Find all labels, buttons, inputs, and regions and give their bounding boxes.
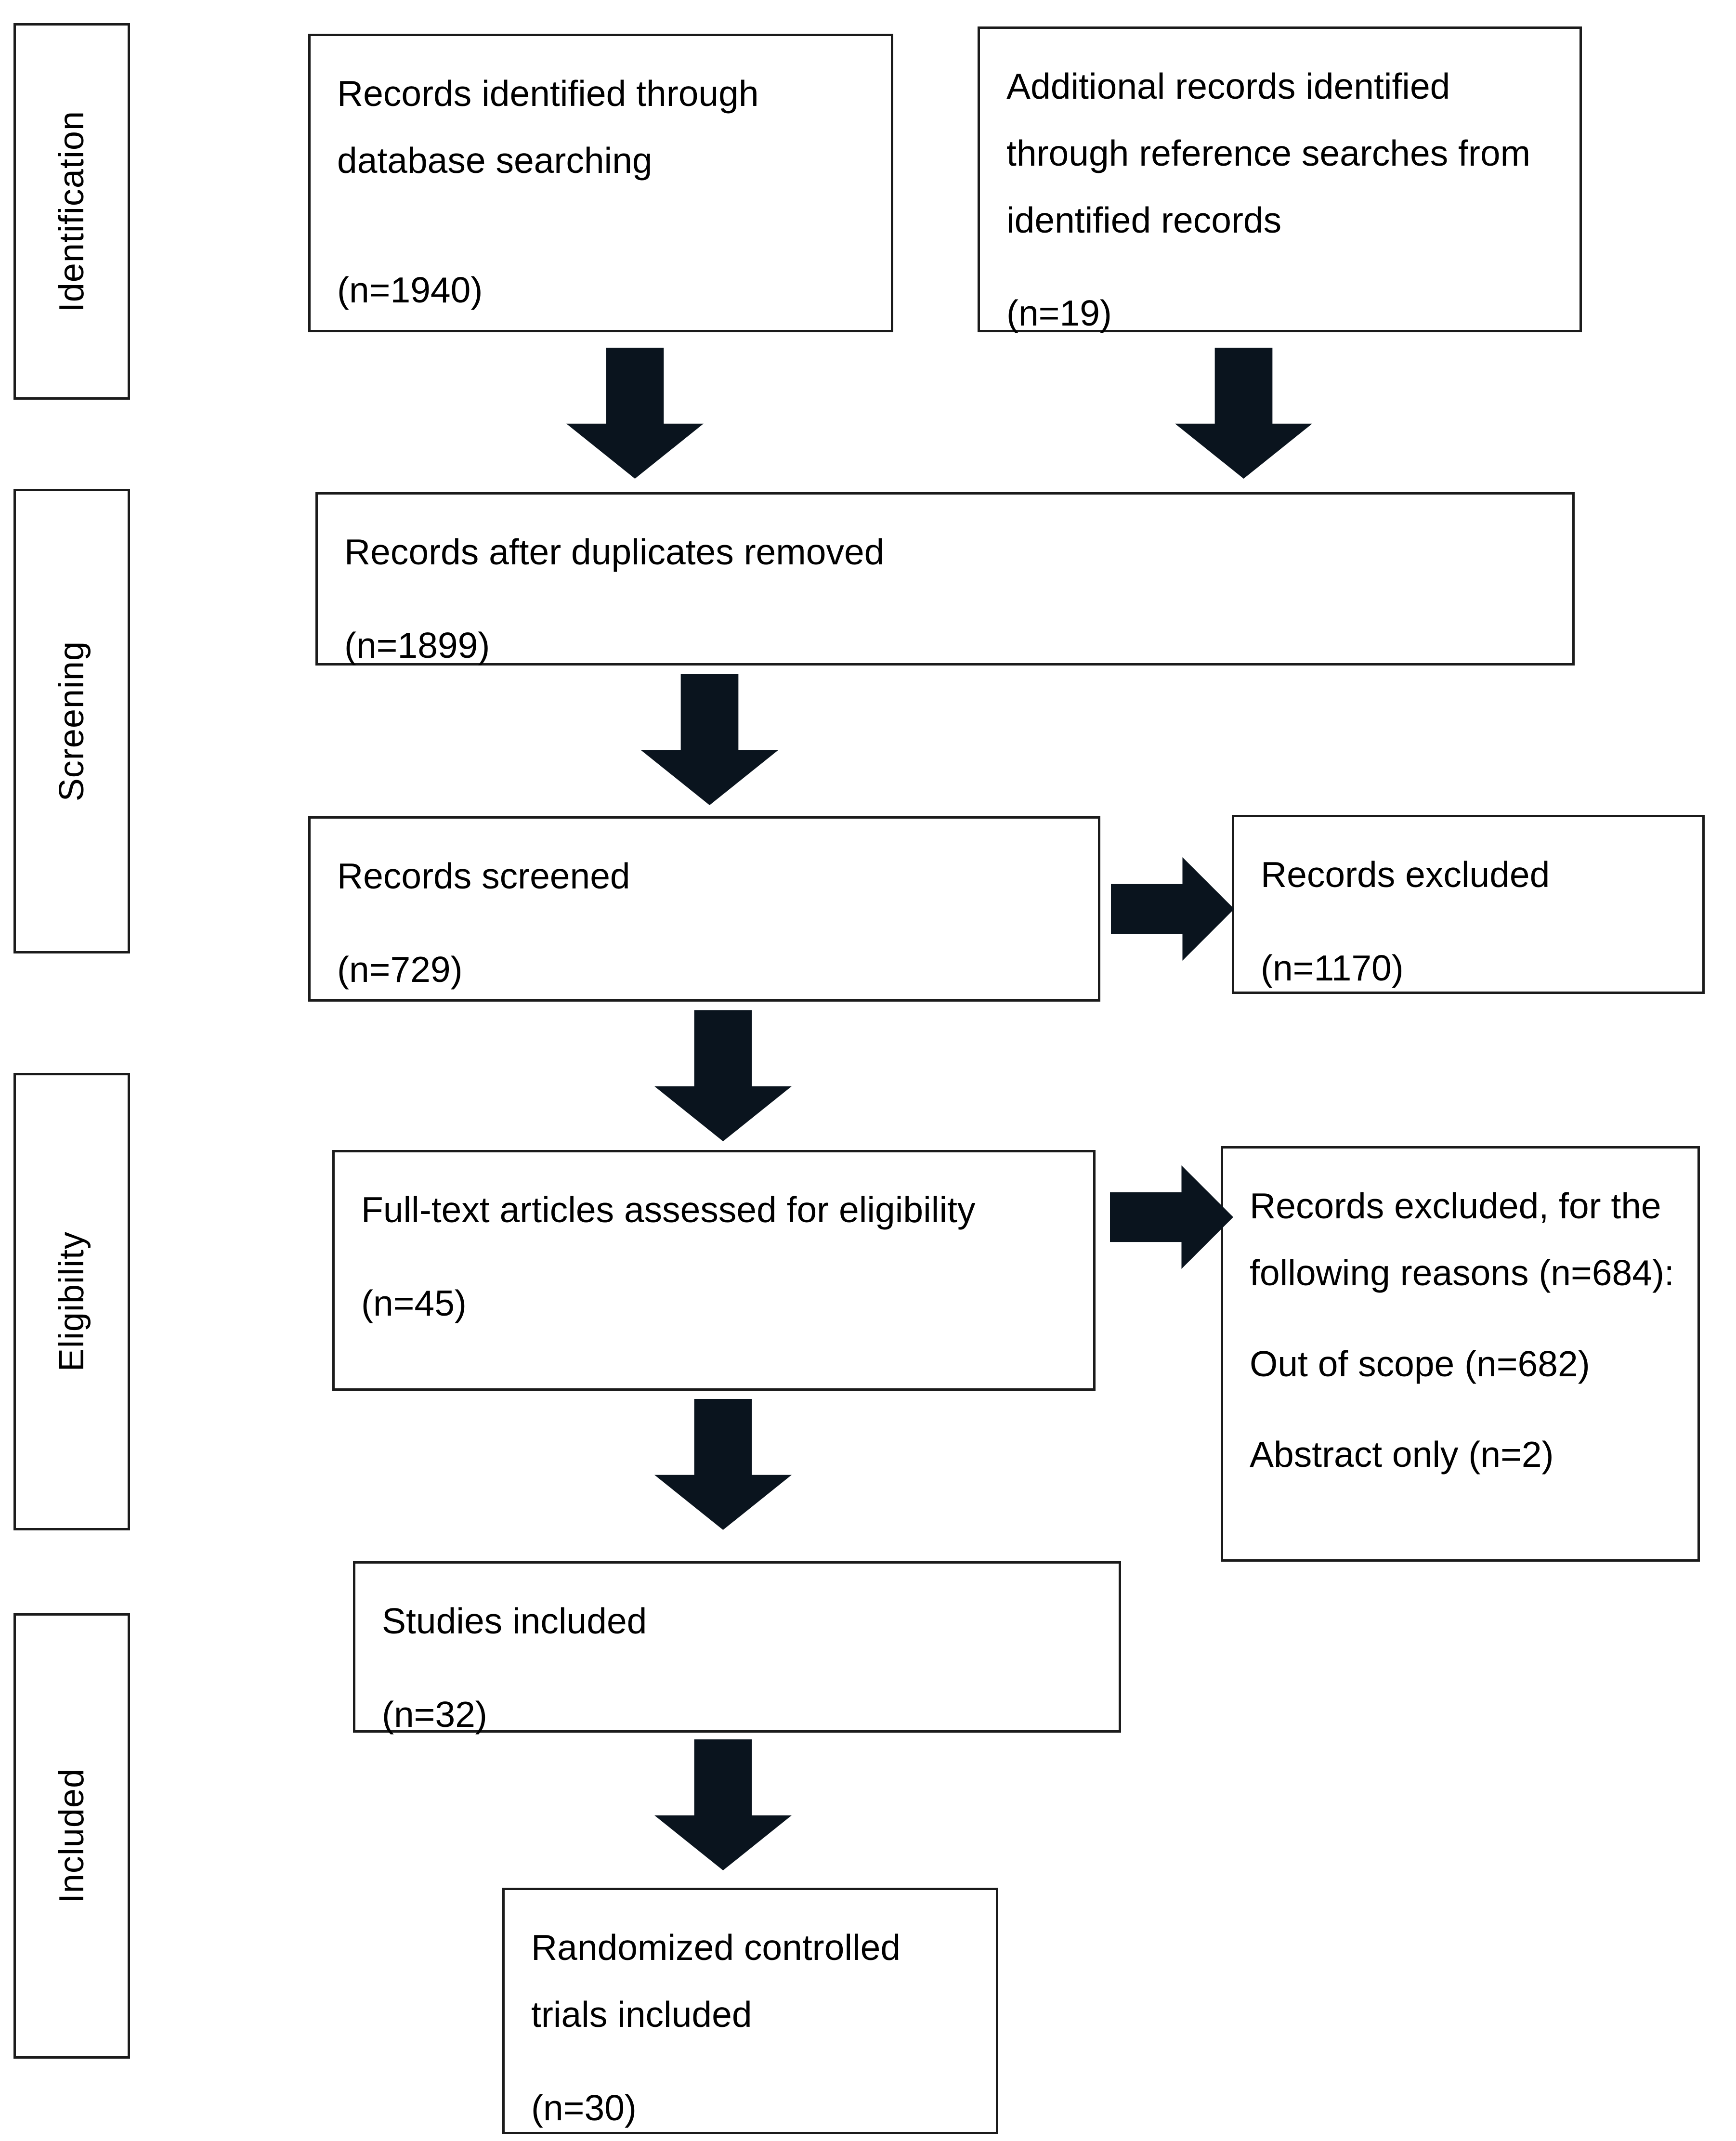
down-arrow-studies-to-rct <box>654 1739 792 1870</box>
box-studies-included-text: Studies included <box>382 1601 647 1641</box>
down-arrow-deduplicated-to-screened <box>641 674 778 805</box>
box-records-screened-count: (n=729) <box>337 949 463 990</box>
box-rct-included-count: (n=30) <box>531 2087 637 2128</box>
down-arrow-screened-to-fulltext <box>654 1010 792 1141</box>
box-records-identified <box>308 34 893 332</box>
stage-box-included <box>13 1613 130 2059</box>
stage-box-screening <box>13 489 130 953</box>
stage-label-identification: Identification <box>52 110 91 313</box>
stage-box-identification <box>13 23 130 400</box>
exclusion-reason-out-of-scope: Out of scope (n=682) <box>1250 1343 1590 1384</box>
box-duplicates-removed <box>315 492 1575 666</box>
box-studies-included-count: (n=32) <box>382 1694 487 1735</box>
stage-box-eligibility <box>13 1073 130 1530</box>
box-rct-included-text: Randomized controlled trials included <box>531 1927 901 2035</box>
down-arrow-identified-to-deduplicated <box>566 348 704 479</box>
down-arrow-fulltext-to-studies <box>654 1399 792 1530</box>
box-records-excluded <box>1232 815 1705 994</box>
stage-label-screening: Screening <box>52 640 91 802</box>
box-additional-records-text: Additional records identified through reference searches from identified records <box>1006 66 1531 240</box>
box-exclusion-reasons-title: Records excluded, for the following reasons (n=684): <box>1250 1186 1674 1293</box>
box-records-screened-text: Records screened <box>337 856 630 896</box>
box-rct-included <box>502 1888 998 2134</box>
box-records-identified-count: (n=1940) <box>337 269 483 310</box>
box-fulltext-assessed-count: (n=45) <box>361 1282 467 1323</box>
right-arrow-screened-to-excluded <box>1111 857 1234 961</box>
stage-label-included: Included <box>52 1768 91 1904</box>
box-records-excluded-text: Records excluded <box>1261 854 1550 895</box>
box-fulltext-assessed-text: Full-text articles assessed for eligibility <box>361 1189 976 1230</box>
box-duplicates-removed-count: (n=1899) <box>344 625 490 666</box>
right-arrow-fulltext-to-exclusion-reasons <box>1110 1165 1233 1269</box>
box-additional-records <box>978 26 1582 332</box>
stage-label-eligibility: Eligibility <box>52 1231 91 1372</box>
down-arrow-additional-to-deduplicated <box>1175 348 1312 479</box>
box-fulltext-assessed <box>332 1150 1096 1391</box>
box-additional-records-count: (n=19) <box>1006 293 1112 334</box>
exclusion-reason-abstract-only: Abstract only (n=2) <box>1250 1434 1554 1475</box>
box-duplicates-removed-text: Records after duplicates removed <box>344 532 885 572</box>
box-exclusion-reasons <box>1221 1146 1700 1562</box>
box-records-excluded-count: (n=1170) <box>1261 947 1404 988</box>
box-studies-included <box>353 1561 1121 1733</box>
box-records-screened <box>308 816 1100 1002</box>
box-records-identified-text: Records identified through database searching <box>337 73 759 181</box>
